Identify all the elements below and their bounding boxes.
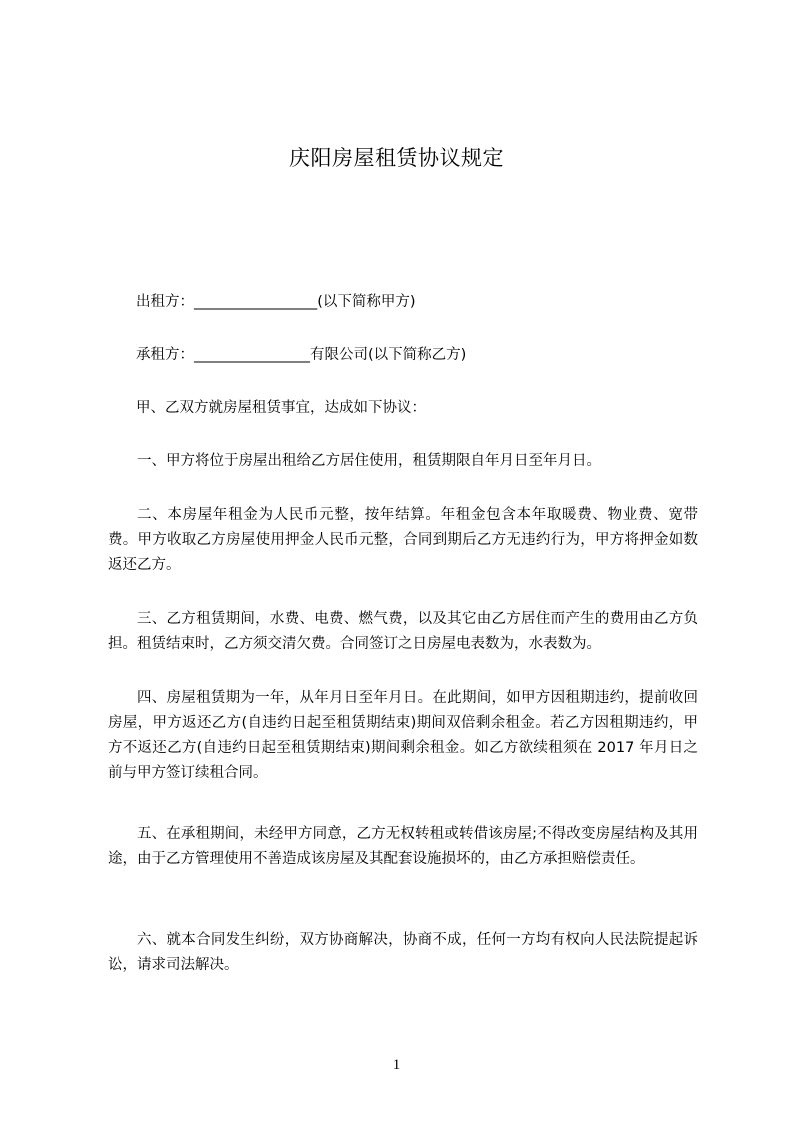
intro-line: 甲、乙双方就房屋租赁事宜，达成如下协议： (136, 400, 426, 416)
clause-5: 五、在承租期间，未经甲方同意，乙方无权转租或转借该房屋;不得改变房屋结构及其用途，由于乙方管理使用不善造成该房屋及其配套设施损坏的，由乙方承担赔偿责任。 (108, 826, 698, 867)
lessee-line: 承租方：________________有限公司(以下简称乙方) (136, 347, 467, 363)
clause-1: 一、甲方将位于房屋出租给乙方居住使用，租赁期限自年月日至年月日。 (137, 453, 601, 469)
clause-4: 四、房屋租赁期为一年，从年月日至年月日。在此期间，如甲方因租期违约，提前收回房屋，甲方返还乙方(自违约日起至租赁期结束)期间双倍剩余租金。若乙方因租期违约，甲方不返还乙方(自违约日起至租赁期结束)期间剩余租金。如乙方欲续租须在 2017 年月日之前与甲方签订续租合同。 (108, 690, 698, 781)
page-number: 1 (392, 1057, 401, 1073)
lessor-line: 出租方：_________________(以下简称甲方) (136, 294, 416, 310)
document-title: 庆阳房屋租赁协议规定 (289, 146, 504, 170)
clause-3: 三、乙方租赁期间，水费、电费、燃气费，以及其它由乙方居住而产生的费用由乙方负担。租赁结束时，乙方须交清欠费。合同签订之日房屋电表数为，水表数为。 (108, 611, 698, 652)
clause-6: 六、就本合同发生纠纷，双方协商解决，协商不成，任何一方均有权向人民法院提起诉讼，请求司法解决。 (108, 932, 698, 973)
clause-2: 二、本房屋年租金为人民币元整，按年结算。年租金包含本年取暖费、物业费、宽带费。甲方收取乙方房屋使用押金人民币元整，合同到期后乙方无违约行为，甲方将押金如数返还乙方。 (108, 507, 698, 573)
